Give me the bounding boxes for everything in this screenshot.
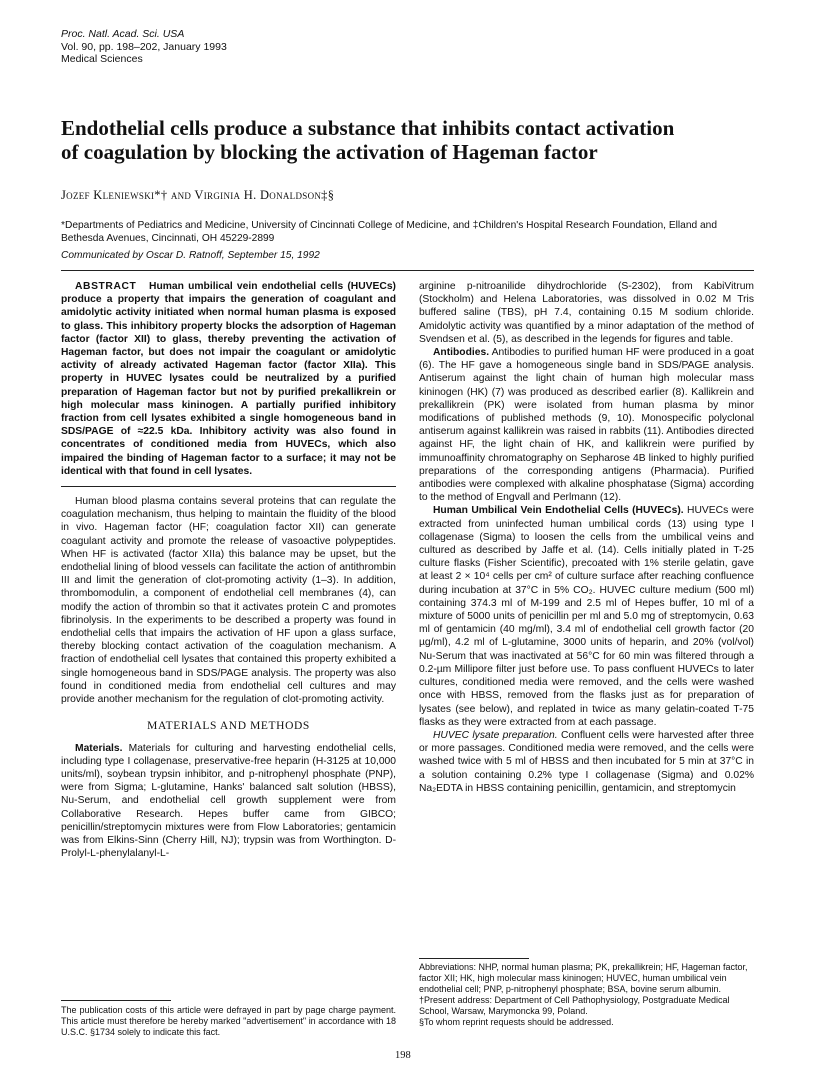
abstract-divider <box>61 486 396 487</box>
publication-cost-note: The publication costs of this article were defrayed in part by page charge payment. This article must therefore be hereby marked "advertisement" in accordance with 18 U.S.C. §1734 solely to indicate this fact. <box>61 1005 396 1037</box>
affiliation: *Departments of Pediatrics and Medicine, University of Cincinnati College of Medicine, and ‡Children's Hospital Research Foundation, Elland and Bethesda Avenues, Cincinnati, OH 45229-2899 <box>61 220 717 244</box>
antibodies-paragraph <box>419 346 754 504</box>
paper-title: Endothelial cells produce a substance that inhibits contact activation of coagulation by blocking the activation of Hageman factor <box>61 116 675 164</box>
antibodies-text: Antibodies to purified human HF were produced in a goat (6). The HF gave a homogeneous single band in SDS/PAGE analysis. Antiserum against the light chain of human high molecular mass kininogen (HK) (7) was produced as described earlier (8). Kallikrein and prekallikrein (PK) were isolated from human plasma by minor modifications of published methods (9, 10). Monospecific polyclonal antiserum against kallikrein was raised in rabbits (11). Antibodies directed against HF, the light chain of HK, and kallikrein were purified by immunoaffinity chromatography on Sepharose 4B linked to highly purified preparations of the corresponding antigens (Pharmacia). Purified antibodies were complexed with alkaline phosphatase (Sigma) according to the method of Engvall and Perlmann (12). <box>419 347 754 504</box>
left-column <box>61 280 396 860</box>
huvec-label: Human Umbilical Vein Endothelial Cells (HUVECs). <box>433 505 684 517</box>
introduction: Human blood plasma contains several proteins that can regulate the coagulation mechanism, thus helping to maintain the fluidity of the blood in vivo. Hageman factor (HF; coagulation factor XII) can generate coagulant activity and promote the release of vasoactive polypeptides. When HF is activated (factor XIIa) this balance may be upset, but the endothelial lining of blood vessels can facilitate the action of antithrombin III and limit the generation of clot-promoting activity (1–3). In addition, thrombomodulin, a component of endothelial cell membranes (4), can modify the action of thrombin so that it activates protein C and promotes fibrinolysis. In the experiments to be described a property was found in endothelial cells that impairs the activation of HF upon a glass surface, thereby blocking contact activation of the coagulation mechanism. A fraction of endothelial cell lysates that contained this property exhibited a single homogeneous band in SDS/PAGE analysis. The property was also found in conditioned media from endothelial cell cultures and may provide another mechanism for the regulation of clot-promoting activity. <box>61 496 396 706</box>
volume-line: Vol. 90, pp. 198–202, January 1993 <box>61 40 227 53</box>
materials-paragraph <box>61 742 396 861</box>
abstract-label: ABSTRACT <box>75 281 137 292</box>
communicated-by: Communicated by Oscar D. Ratnoff, September 15, 1992 <box>61 250 320 261</box>
footnote-divider <box>61 1000 171 1001</box>
journal-section: Medical Sciences <box>61 53 143 65</box>
huvec-paragraph <box>419 504 754 728</box>
header-divider <box>61 270 754 271</box>
journal-header <box>61 28 227 66</box>
abstract <box>61 280 396 478</box>
abbreviations: Abbreviations: NHP, normal human plasma; PK, prekallikrein; HF, Hageman factor, factor XII; HK, high molecular mass kininogen; HUVEC, human umbilical vein endothelial cell; PNP, p-nitrophenyl phosphate; BSA, bovine serum albumin. <box>419 962 748 994</box>
continued-text: arginine p-nitroanilide dihydrochloride (S-2302), from KabiVitrum (Stockholm) and Helena Laboratories, was dissolved in 0.02 M Tris buffered saline (TBS), pH 7.4, containing 0.15 M sodium chloride. Amidolytic activity was quantified by a minor adaptation of the method of Svendsen et al. (5), as described in the legends for figures and table. <box>419 281 754 345</box>
journal-name: Proc. Natl. Acad. Sci. USA <box>61 28 185 40</box>
page-number: 198 <box>395 1050 411 1061</box>
authors: Jozef Kleniewski*† and Virginia H. Donaldson‡§ <box>61 188 335 202</box>
right-column <box>419 280 754 795</box>
footnote-present-address: †Present address: Department of Cell Pathophysiology, Postgraduate Medical School, Warsaw, Marymoncka 99, Poland. <box>419 995 730 1016</box>
huvec-text: HUVECs were extracted from uninfected human umbilical cords (13) using type I collagenase (Sigma) to loosen the cells from the umbilical veins and cultured as described by Jaffe et al. (14). Cells initially plated in T-25 culture flasks (Fisher Scientific), precoated with 1% sterile gelatin, gave at least 2 × 10⁴ cells per cm² of culture surface after reaching confluence during incubation at 37°C in 5% CO₂. HUVEC culture medium (500 ml) containing 374.3 ml of M-199 and 2.5 ml of Hepes buffer, 10 ml of a mixture of 5000 units of penicillin per ml and 5.0 mg of streptomycin, 0.63 ml of gentamicin (40 mg/ml), 3.4 ml of endothelial cell growth factor (20 µg/ml), 4.2 ml of L-glutamine, 3000 units of heparin, and 20% (vol/vol) Nu-Serum that was inactivated at 56°C for 60 min was filtered through a 0.2-µm Millipore filter just before use. To pass confluent HUVECs to later cultures, conditioned media were removed, and the cells were washed once with HBSS, removed from the flasks just as for preparation of lysates (see below), and replated in twice as many gelatin-coated T-75 flasks as they were extracted from at each passage. <box>419 505 755 728</box>
abstract-text: Human umbilical vein endothelial cells (HUVECs) produce a property that impairs the generation of coagulant and amidolytic activity initiated when normal human plasma is exposed to glass. This inhibitory property blocks the adsorption of Hageman factor (factor XII) to glass, thereby preventing the activation of Hageman factor, but does not impair the coagulant or amidolytic activity of already activated Hageman factor (factor XIIa). This property in HUVEC lysates could be neutralized by a purified preparation of Hageman factor but not by purified prekallikrein or high molecular mass kininogen. A partially purified inhibitory fraction from cell lysates exhibited a single homogeneous band in SDS/PAGE of ≈22.5 kDa. Inhibitory activity was also found in concentrates of conditioned media from HUVECs, which also impaired the binding of Hageman factor to a surface; it may not be identical with that found in cell lysates. <box>61 281 396 477</box>
lysate-label: HUVEC lysate preparation. <box>433 729 558 741</box>
lysate-text: Confluent cells were harvested after three or more passages. Conditioned media were removed, and the cells were washed twice with 5 ml of HBSS and then incubated for 5 min at 37°C in a solution containing 0.2% type I collagenase (Sigma) and 0.02% Na₂EDTA in HBSS containing penicillin, gentamicin, and streptomycin <box>419 729 754 794</box>
materials-text: Materials for culturing and harvesting endothelial cells, including type I collagenase, preservative-free heparin (H-3125 at 10,000 units/ml), soybean trypsin inhibitor, and p-nitrophenyl phosphate (PNP), were from Sigma; L-glutamine, Hanks' balanced salt solution (HBSS), Nu-Serum, and endothelial cell growth supplement were from Collaborative Research. Hepes buffer came from GIBCO; penicillin/streptomycin mixtures were from Flow Laboratories; gentamicin was from Elkins-Sinn (Cherry Hill, NJ); trypsin was from Worthington. D-Prolyl-L-phenylalanyl-L- <box>61 742 396 860</box>
footnote-reprint: §To whom reprint requests should be addressed. <box>419 1017 614 1027</box>
antibodies-label: Antibodies. <box>433 347 490 359</box>
lysate-paragraph <box>419 729 754 795</box>
section-heading-methods: MATERIALS AND METHODS <box>147 720 310 733</box>
footnotes <box>419 962 754 1028</box>
materials-label: Materials. <box>75 742 123 754</box>
abbreviations-divider <box>419 958 529 959</box>
